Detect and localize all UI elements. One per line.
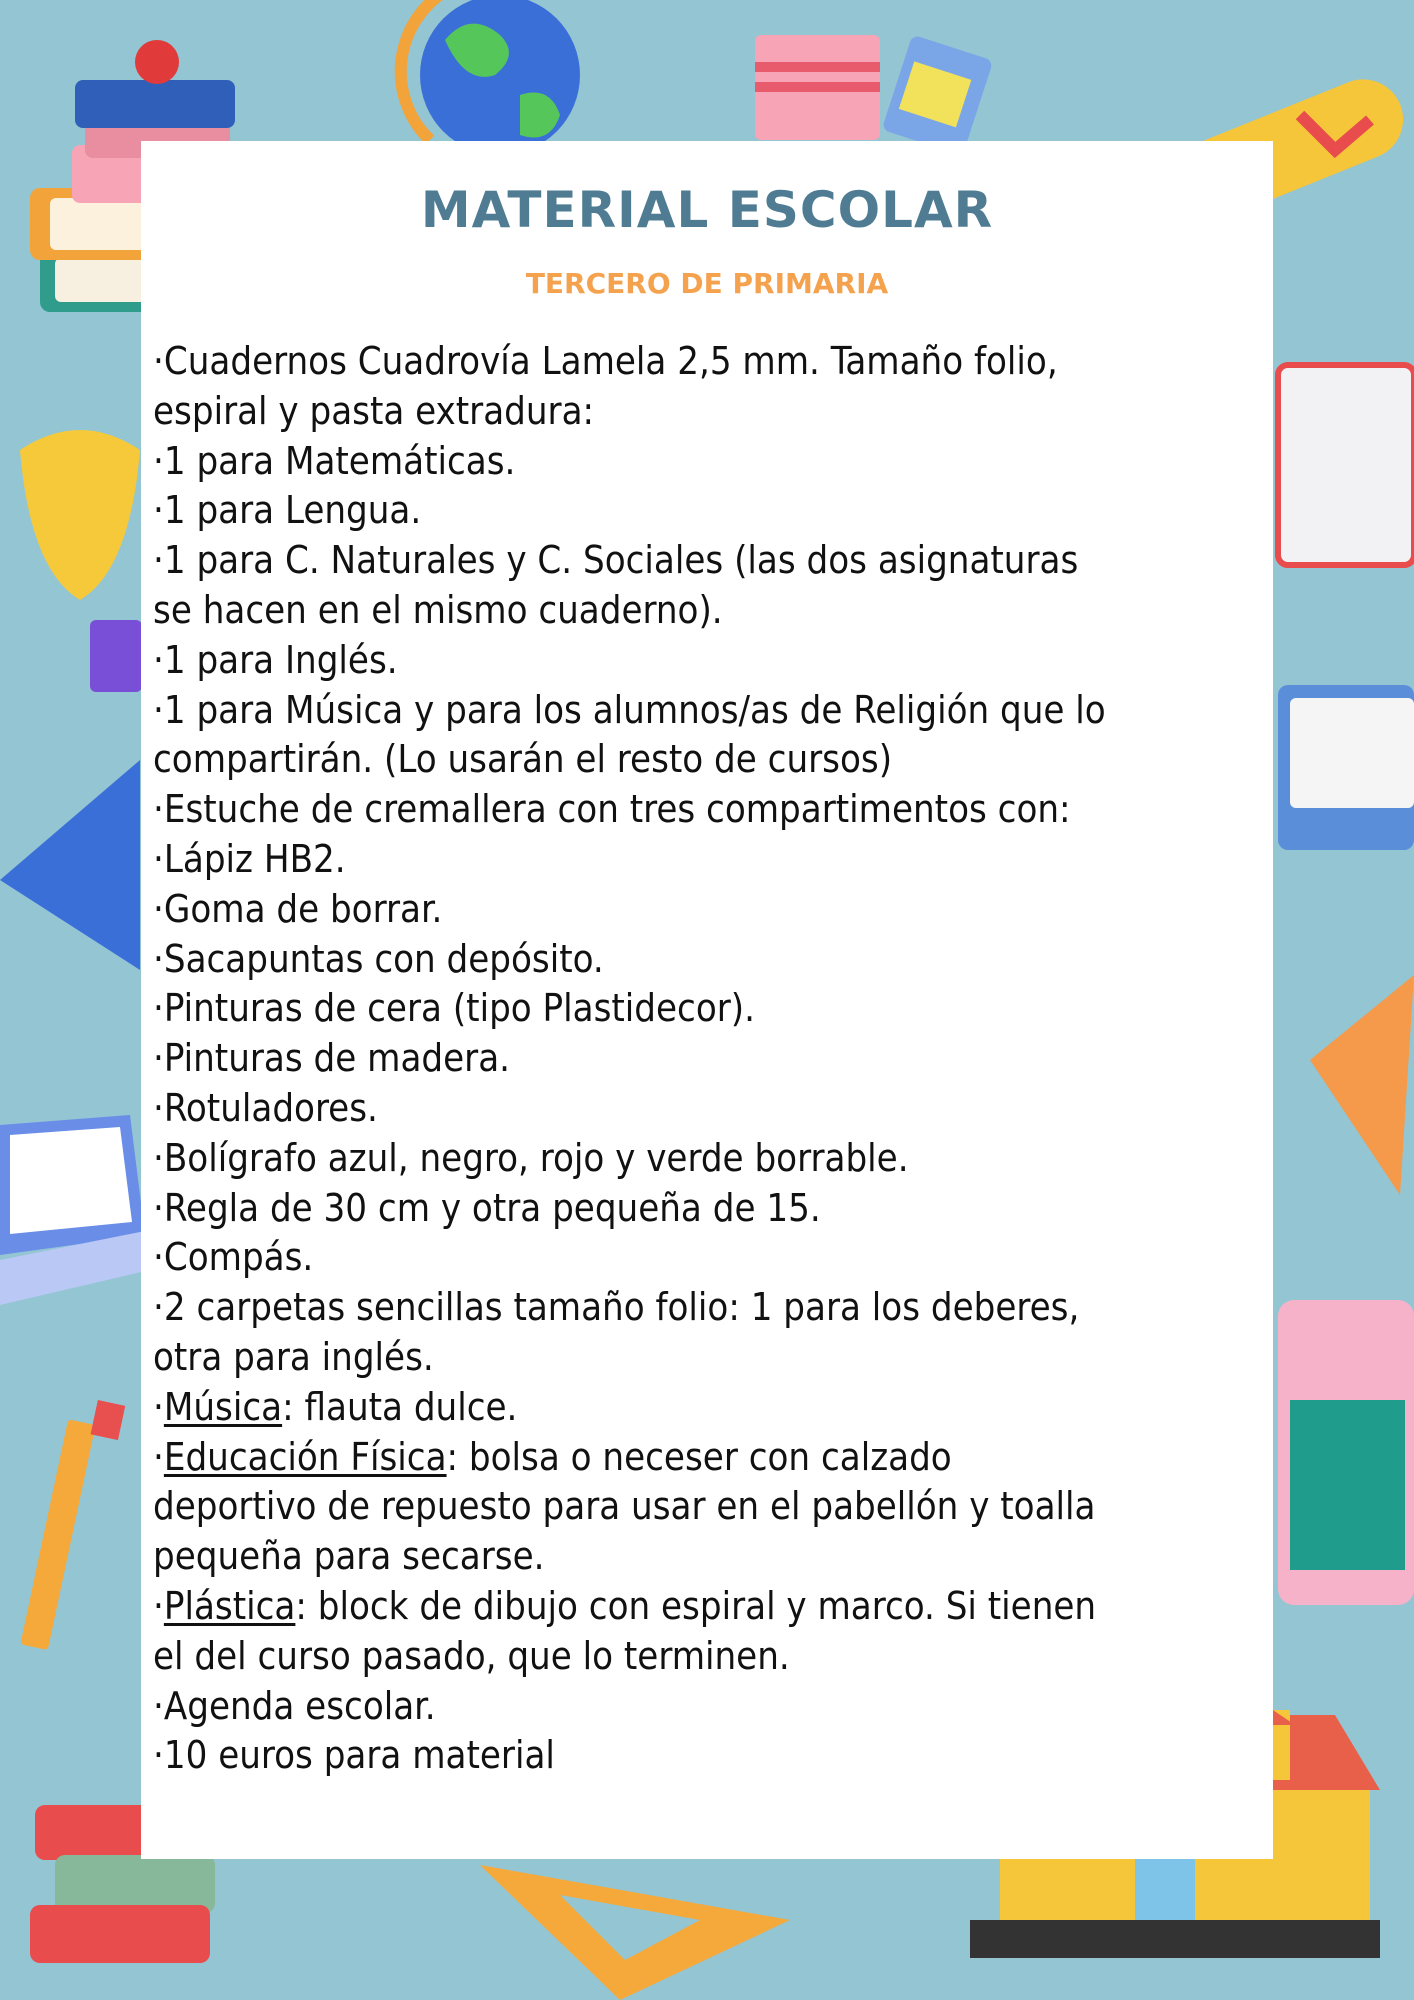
list-item: ·Pinturas de madera. (153, 1036, 510, 1081)
list-item-musica: ·Música: flauta dulce. (153, 1384, 518, 1429)
plastica-text: : block de dibujo con espiral y marco. Si tienen (295, 1583, 1097, 1628)
laptop-icon (0, 1115, 150, 1305)
list-item: ·Agenda escolar. (153, 1683, 436, 1728)
calculator-right-icon (1278, 1300, 1414, 1605)
trophy-icon (20, 430, 142, 692)
list-item: ·Regla de 30 cm y otra pequeña de 15. (153, 1185, 821, 1230)
laptop-right-icon (1278, 685, 1414, 850)
list-item: ·1 para Matemáticas. (153, 438, 516, 483)
globe-icon (401, 0, 580, 155)
list-item: ·Rotuladores. (153, 1085, 378, 1130)
list-item: ·Estuche de cremallera con tres compartimentos con: (153, 787, 1071, 832)
list-item: ·Sacapuntas con depósito. (153, 936, 604, 981)
list-item: ·Bolígrafo azul, negro, rojo y verde borrable. (153, 1135, 909, 1180)
list-item: ·1 para Inglés. (153, 637, 398, 682)
list-item-educacion-fisica: ·Educación Física: bolsa o neceser con calzado (153, 1434, 952, 1479)
list-item: otra para inglés. (153, 1334, 434, 1379)
page-title: MATERIAL ESCOLAR (420, 181, 994, 239)
set-square-icon (480, 1865, 790, 2000)
list-item: ·10 euros para material (153, 1733, 555, 1778)
supply-list (153, 337, 1269, 1781)
pencil-icon (20, 1400, 125, 1650)
list-item: el del curso pasado, que lo terminen. (153, 1633, 790, 1678)
material-list-card (141, 141, 1273, 1859)
list-item: deportivo de repuesto para usar en el pabellón y toalla (153, 1484, 1096, 1529)
list-item: ·1 para C. Naturales y C. Sociales (las dos asignaturas (153, 538, 1079, 583)
list-item: ·Pinturas de cera (tipo Plastidecor). (153, 986, 756, 1031)
list-item: ·2 carpetas sencillas tamaño folio: 1 para los deberes, (153, 1285, 1080, 1330)
plastica-label: Plástica (163, 1583, 296, 1628)
list-item-plastica: ·Plástica: block de dibujo con espiral y marco. Si tienen (153, 1583, 1097, 1628)
list-item: ·Compás. (153, 1235, 314, 1280)
list-item: se hacen en el mismo cuaderno). (153, 587, 723, 632)
list-item: ·Lápiz HB2. (153, 836, 346, 881)
list-item: ·1 para Música y para los alumnos/as de Religión que lo (153, 687, 1106, 732)
calculator-icon (882, 34, 994, 155)
list-item: ·1 para Lengua. (153, 488, 422, 533)
graduation-cap-icon (0, 760, 140, 970)
page-subtitle: TERCERO DE PRIMARIA (525, 267, 889, 300)
list-item: ·Cuadernos Cuadrovía Lamela 2,5 mm. Tamaño folio, (153, 339, 1058, 383)
list-item: compartirán. (Lo usarán el resto de cursos) (153, 737, 893, 782)
list-item: pequeña para secarse. (153, 1534, 545, 1579)
musica-label: Música (163, 1384, 283, 1429)
paper-plane-icon (1310, 975, 1414, 1195)
musica-text: : flauta dulce. (282, 1384, 518, 1429)
ef-text: : bolsa o neceser con calzado (446, 1434, 952, 1479)
notebook-icon (755, 35, 880, 140)
list-item: espiral y pasta extradura: (153, 388, 595, 433)
list-item: ·Goma de borrar. (153, 886, 443, 931)
ef-label: Educación Física (163, 1434, 447, 1479)
notepad-icon (1278, 365, 1414, 565)
